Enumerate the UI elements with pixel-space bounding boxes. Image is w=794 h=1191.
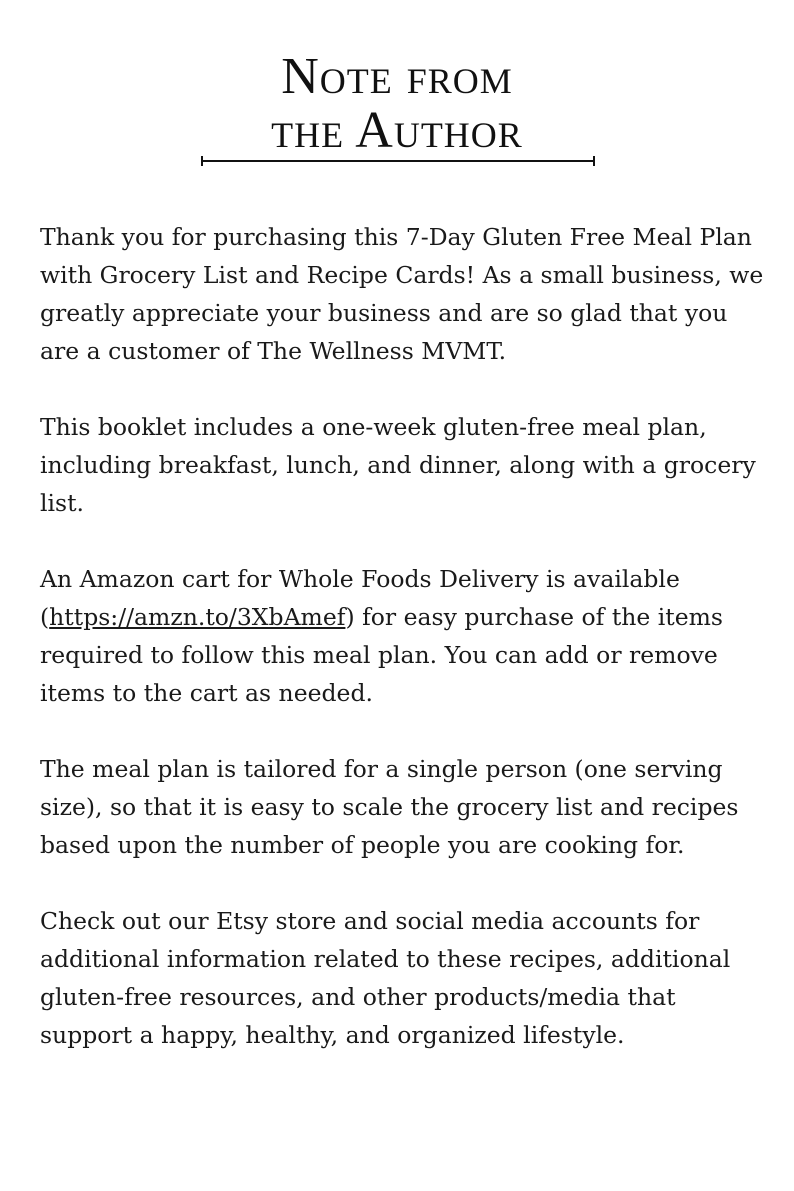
- note-body: [40, 218, 770, 1092]
- title-underline-divider: [201, 160, 595, 162]
- paragraph-booklet-contents: This booklet includes a one-week gluten-free meal plan, including breakfast, lunch, and dinner, along with a grocery list.: [40, 413, 756, 517]
- title-line-2: the Author: [271, 102, 523, 159]
- amazon-cart-text-before: An Amazon cart for Whole Foods Delivery is available (: [40, 565, 680, 631]
- amazon-cart-link[interactable]: https://amzn.to/3XbAmef: [49, 603, 346, 631]
- page-title: [0, 50, 794, 158]
- amazon-cart-text-after: ) for easy purchase of the items required to follow this meal plan. You can add or remove items to the cart as needed.: [40, 603, 723, 707]
- paragraph-etsy-social: Check out our Etsy store and social media accounts for additional information related to these recipes, additional gluten-free resources, and other products/media that support a happy, healthy, and organized lifestyle.: [40, 907, 731, 1049]
- paragraph-thank-you: Thank you for purchasing this 7-Day Gluten Free Meal Plan with Grocery List and Recipe Cards! As a small business, we greatly appreciate your business and are so glad that you are a customer of The Wellness MVMT.: [40, 223, 764, 365]
- title-line-1: Note from: [281, 48, 513, 105]
- paragraph-amazon-cart: [40, 560, 770, 712]
- paragraph-serving-size: The meal plan is tailored for a single person (one serving size), so that it is easy to scale the grocery list and recipes based upon the number of people you are cooking for.: [40, 755, 739, 859]
